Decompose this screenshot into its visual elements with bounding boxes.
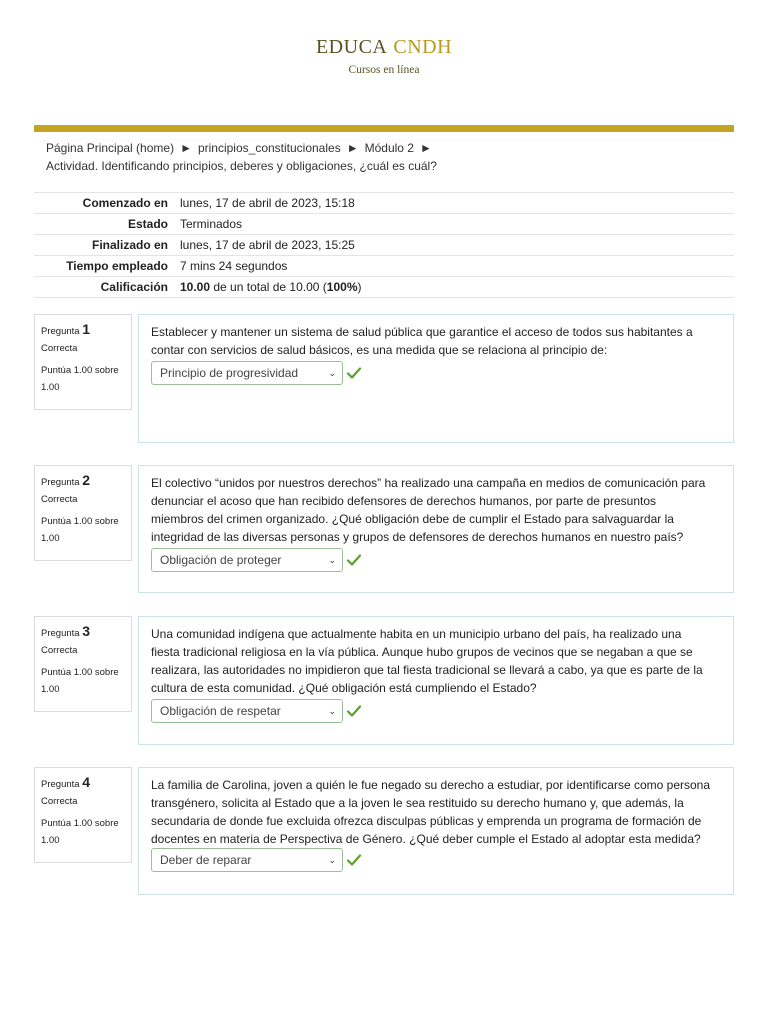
breadcrumb-module-link[interactable]: Módulo 2 — [364, 141, 414, 155]
question-content — [138, 465, 734, 593]
breadcrumb-separator: ► — [419, 141, 432, 155]
check-icon — [346, 703, 362, 719]
breadcrumb-separator: ► — [180, 141, 192, 155]
summary-label: Estado — [34, 214, 180, 235]
answer-select[interactable] — [151, 361, 343, 385]
site-header — [0, 36, 768, 76]
question-info — [34, 767, 132, 863]
answer-row — [151, 548, 721, 572]
chevron-down-icon: ⌄ — [328, 706, 336, 716]
summary-value — [180, 277, 734, 298]
question-state: Correcta — [41, 494, 78, 505]
grade-score: 10.00 — [180, 280, 211, 294]
site-title[interactable] — [0, 36, 768, 58]
grade-total: de un total de 10.00 ( — [210, 280, 327, 294]
summary-row-started — [34, 193, 734, 214]
answer-row — [151, 848, 362, 872]
breadcrumb-home-link[interactable]: Página Principal (home) — [46, 141, 175, 155]
site-subtitle: Cursos en línea — [348, 64, 420, 76]
question-content — [138, 767, 734, 895]
summary-value: Terminados — [180, 214, 734, 235]
question-grade: Puntúa 1.00 sobre 1.00 — [41, 516, 119, 544]
answer-select[interactable] — [151, 548, 343, 572]
summary-value: 7 mins 24 segundos — [180, 256, 734, 277]
breadcrumb-current[interactable]: Actividad. Identificando principios, deberes y obligaciones, ¿cuál es cuál? — [46, 159, 437, 173]
site-title-part2: CNDH — [393, 36, 453, 58]
check-icon — [346, 852, 362, 868]
answer-selected-value: Principio de progresividad — [160, 366, 299, 380]
question-text-body: La familia de Carolina, joven a quién le fue negado su derecho a estudiar, por identificarse como persona transgénero, solicita al Estado que a la joven le sea restituido su derecho humano y, que además, la secundaria de donde fue excluida ofrezca disculpas públicas y emprenda un programa de formación de docentes en materia de Perspectiva de Género. ¿Qué deber cumple el Estado al adoptar esta medida? — [151, 778, 711, 846]
summary-label: Finalizado en — [34, 235, 180, 256]
answer-row — [151, 361, 721, 385]
summary-label: Calificación — [34, 277, 180, 298]
question-state: Correcta — [41, 796, 78, 807]
answer-selected-value: Obligación de proteger — [160, 553, 282, 567]
question-info — [34, 314, 132, 410]
attempt-summary-table — [34, 192, 734, 298]
chevron-down-icon: ⌄ — [328, 555, 336, 565]
question-number: Pregunta 2 — [41, 472, 90, 488]
answer-selected-value: Obligación de respetar — [160, 704, 281, 718]
header-divider — [34, 125, 734, 132]
question-number: Pregunta 4 — [41, 774, 90, 790]
question-state: Correcta — [41, 645, 78, 656]
summary-row-state — [34, 214, 734, 235]
answer-selected-value: Deber de reparar — [160, 853, 252, 867]
question-text: Una comunidad indígena que actualmente habita en un municipio urbano del país, ha realizado una fiesta tradicional religiosa en la vía pública. Aunque hubo grupos de vecinos que se negaban a que se realizara, las autoridades no impidieron que tal fiesta tradicional se llevará a cabo, ya que es parte de la cultura de esta comunidad. ¿Qué obligación está cumpliendo el Estado? — [151, 627, 703, 695]
summary-row-grade — [34, 277, 734, 298]
summary-label: Tiempo empleado — [34, 256, 180, 277]
check-icon — [346, 552, 362, 568]
question-text: El colectivo “unidos por nuestros derechos” ha realizado una campaña en medios de comunicación para denunciar el acoso que han recibido defensores de derechos humanos, por parte de presuntos miembros del crimen organizado. ¿Qué obligación debe de cumplir el Estado para salvaguardar la integridad de las diversas personas y grupos de defensores de derechos humanos en nuestro país? — [151, 476, 706, 544]
question-grade: Puntúa 1.00 sobre 1.00 — [41, 365, 119, 393]
summary-value: lunes, 17 de abril de 2023, 15:25 — [180, 235, 734, 256]
answer-select[interactable] — [151, 699, 343, 723]
breadcrumb-separator: ► — [346, 141, 359, 155]
summary-row-finished — [34, 235, 734, 256]
question-grade: Puntúa 1.00 sobre 1.00 — [41, 667, 119, 695]
question-info — [34, 465, 132, 561]
summary-label: Comenzado en — [34, 193, 180, 214]
breadcrumb — [46, 139, 726, 175]
answer-select[interactable] — [151, 848, 343, 872]
chevron-down-icon: ⌄ — [328, 855, 336, 865]
summary-value: lunes, 17 de abril de 2023, 15:18 — [180, 193, 734, 214]
question-state: Correcta — [41, 343, 78, 354]
question-grade: Puntúa 1.00 sobre 1.00 — [41, 818, 119, 846]
question-number: Pregunta 3 — [41, 623, 90, 639]
check-icon — [346, 365, 362, 381]
summary-row-time — [34, 256, 734, 277]
question-info — [34, 616, 132, 712]
site-title-part1: EDUCA — [315, 36, 388, 58]
breadcrumb-course-link[interactable]: principios_constitucionales — [197, 141, 341, 155]
chevron-down-icon: ⌄ — [328, 368, 336, 378]
grade-close: ) — [357, 280, 362, 294]
question-text: Establecer y mantener un sistema de salud pública que garantice el acceso de todos sus habitantes a contar con servicios de salud básicos, es una medida que se relaciona al principio de: — [151, 325, 693, 357]
question-number: Pregunta 1 — [41, 321, 90, 337]
question-content — [138, 314, 734, 443]
question-text — [151, 776, 711, 872]
question-content — [138, 616, 734, 745]
grade-percent: 100% — [326, 280, 358, 294]
answer-row — [151, 699, 721, 723]
